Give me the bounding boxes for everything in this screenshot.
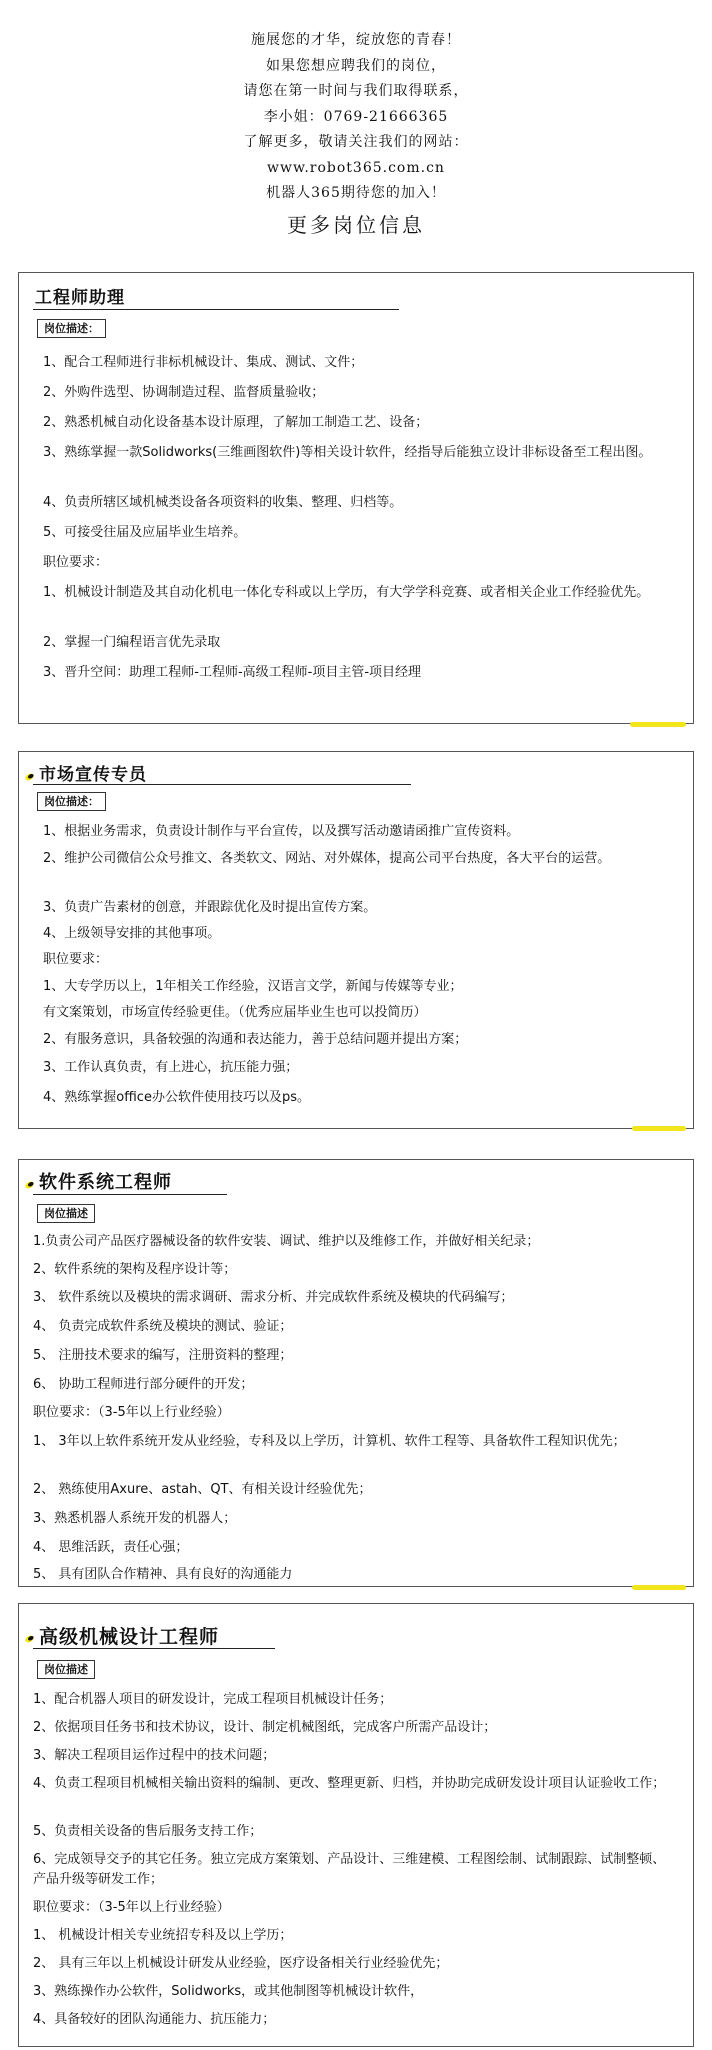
- job-title: 高级机械设计工程师: [39, 1626, 220, 1648]
- list-item: 4、负责所辖区域机械类设备各项资料的收集、整理、归档等。: [43, 495, 403, 510]
- job-description-badge: 岗位描述：: [37, 319, 106, 338]
- list-item: 3、晋升空间：助理工程师-工程师-高级工程师-项目主管-项目经理: [43, 665, 422, 680]
- website-url: www.robot365.com.cn: [267, 159, 445, 176]
- job-title: 软件系统工程师: [39, 1172, 172, 1193]
- more-jobs-heading: 更多岗位信息: [287, 212, 425, 237]
- title-underline: [33, 1194, 227, 1195]
- list-item: 3、解决工程项目运作过程中的技术问题；: [33, 1748, 276, 1763]
- list-item: 3、熟练操作办公软件，Solidworks，或其他制图等机械设计软件，: [33, 1984, 424, 1999]
- bullet-dot-icon: [24, 1634, 35, 1644]
- list-item: 1、大专学历以上，1年相关工作经验，汉语言文学，新闻与传媒等专业；: [43, 979, 463, 994]
- list-item: 4、熟练掌握office办公软件使用技巧以及ps。: [43, 1090, 310, 1105]
- bullet-dot-icon: [24, 772, 35, 782]
- list-item: 5、 具有团队合作精神、具有良好的沟通能力: [33, 1567, 293, 1582]
- list-item: 6、完成领导交予的其它任务。独立完成方案策划、产品设计、三维建模、工程图绘制、试制跟踪、试制整顿、产品升级等研发工作；: [33, 1852, 666, 1887]
- list-item: 4、负责工程项目机械相关输出资料的编制、更改、整理更新、归档，并协助完成研发设计项目认证验收工作；: [33, 1776, 666, 1791]
- decorative-accent: [632, 1126, 686, 1131]
- requirements-heading: 职位要求：: [43, 555, 109, 570]
- list-item: 3、工作认真负责，有上进心，抗压能力强；: [43, 1060, 299, 1075]
- list-item: 5、负责相关设备的售后服务支持工作；: [33, 1824, 263, 1839]
- job-description-badge: 岗位描述: [37, 1660, 95, 1679]
- list-item: 2、 具有三年以上机械设计研发从业经验，医疗设备相关行业经验优先；: [33, 1956, 449, 1971]
- title-underline: [33, 309, 399, 310]
- list-item: 2、外购件选型、协调制造过程、监督质量验收；: [43, 385, 325, 400]
- list-item: 2、有服务意识，具备较强的沟通和表达能力，善于总结问题并提出方案；: [43, 1032, 468, 1047]
- list-item: 4、 思维活跃，责任心强；: [33, 1540, 189, 1555]
- list-item: 1.负责公司产品医疗器械设备的软件安装、调试、维护以及维修工作，并做好相关纪录；: [33, 1234, 540, 1249]
- bullet-dot-icon: [24, 1180, 35, 1190]
- contact-phone: 李小姐：0769-21666365: [263, 108, 449, 125]
- list-item: 有文案策划，市场宣传经验更佳。（优秀应届毕业生也可以投简历）: [43, 1005, 427, 1020]
- list-item: 3、 软件系统以及模块的需求调研、需求分析、并完成软件系统及模块的代码编写；: [33, 1290, 514, 1305]
- intro-line: 施展您的才华，绽放您的青春！: [251, 32, 461, 48]
- list-item: 1、配合机器人项目的研发设计，完成工程项目机械设计任务；: [33, 1692, 393, 1707]
- title-underline: [33, 784, 411, 785]
- job-card-engineer-assistant: [18, 272, 694, 724]
- job-description-badge: 岗位描述: [37, 1204, 95, 1223]
- job-card-senior-mechanical-engineer: [18, 1603, 694, 2047]
- job-title: 工程师助理: [35, 288, 125, 308]
- list-item: 5、可接受往届及应届毕业生培养。: [43, 525, 247, 540]
- list-item: 2、维护公司微信公众号推文、各类软文、网站、对外媒体，提高公司平台热度，各大平台的运营。: [43, 851, 611, 866]
- list-item: 4、具备较好的团队沟通能力、抗压能力；: [33, 2012, 276, 2027]
- list-item: 1、 机械设计相关专业统招专科及以上学历；: [33, 1928, 293, 1943]
- list-item: 4、上级领导安排的其他事项。: [43, 926, 221, 941]
- decorative-accent: [630, 722, 686, 727]
- requirements-heading: 职位要求：（3-5年以上行业经验）: [33, 1900, 230, 1915]
- list-item: 2、掌握一门编程语言优先录取: [43, 635, 221, 650]
- requirements-heading: 职位要求：: [43, 952, 109, 967]
- list-item: 3、负责广告素材的创意，并跟踪优化及时提出宣传方案。: [43, 900, 377, 915]
- intro-line: 机器人365期待您的加入！: [266, 185, 446, 201]
- list-item: 3、熟悉机器人系统开发的机器人；: [33, 1511, 237, 1526]
- list-item: 1、 3年以上软件系统开发从业经验，专科及以上学历，计算机、软件工程等、具备软件工程知识优先；: [33, 1434, 626, 1449]
- intro-line: 请您在第一时间与我们取得联系，: [243, 83, 469, 99]
- list-item: 2、软件系统的架构及程序设计等；: [33, 1262, 237, 1277]
- job-card-software-engineer: [18, 1159, 694, 1587]
- requirements-heading: 职位要求：（3-5年以上行业经验）: [33, 1405, 230, 1420]
- intro-line: 如果您想应聘我们的岗位，: [266, 57, 446, 74]
- list-item: 2、 熟练使用Axure、astah、QT、有相关设计经验优先；: [33, 1482, 372, 1497]
- list-item: 3、熟练掌握一款Solidworks(三维画图软件)等相关设计软件，经指导后能独立设计非标设备至工程出图。: [43, 445, 652, 460]
- list-item: 6、 协助工程师进行部分硬件的开发；: [33, 1377, 254, 1392]
- intro-block: [0, 28, 712, 240]
- title-underline: [33, 1648, 275, 1649]
- job-card-marketing: [18, 751, 694, 1129]
- list-item: 5、 注册技术要求的编写，注册资料的整理；: [33, 1348, 293, 1363]
- job-title: 市场宣传专员: [39, 765, 147, 785]
- list-item: 2、依据项目任务书和技术协议，设计、制定机械图纸，完成客户所需产品设计；: [33, 1720, 497, 1735]
- list-item: 1、机械设计制造及其自动化机电一体化专科或以上学历，有大学学科竞赛、或者相关企业工作经验优先。: [43, 585, 650, 600]
- list-item: 2、熟悉机械自动化设备基本设计原理，了解加工制造工艺、设备；: [43, 415, 429, 430]
- list-item: 1、根据业务需求，负责设计制作与平台宣传，以及撰写活动邀请函推广宣传资料。: [43, 824, 520, 839]
- list-item: 1、配合工程师进行非标机械设计、集成、测试、文件；: [43, 355, 364, 370]
- intro-line: 了解更多，敬请关注我们的网站：: [243, 134, 469, 150]
- job-description-badge: 岗位描述：: [37, 792, 106, 811]
- decorative-accent: [632, 1585, 686, 1590]
- list-item: 4、 负责完成软件系统及模块的测试、验证；: [33, 1319, 293, 1334]
